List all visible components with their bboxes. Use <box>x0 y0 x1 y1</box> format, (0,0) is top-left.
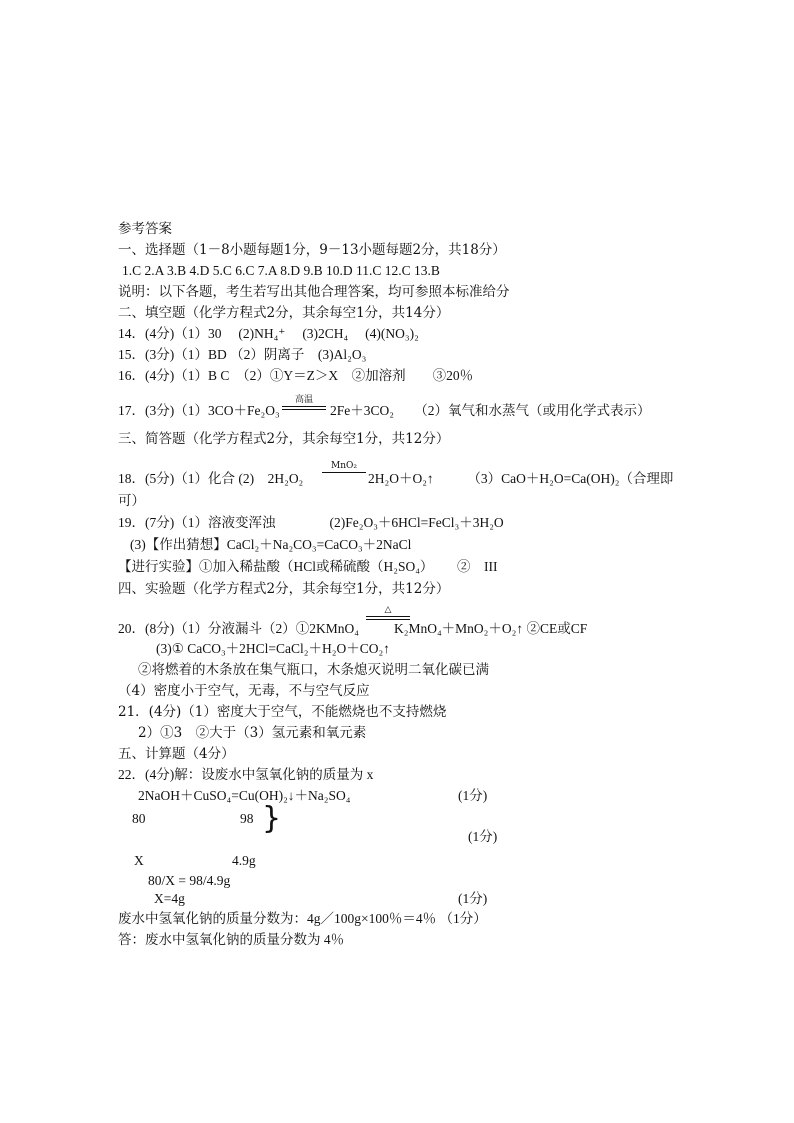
proportion-line: 80/X = 98/4.9g <box>148 873 231 888</box>
section-short-heading: 三、简答题（化学方程式2分，其余每空1分，共12分） <box>118 431 450 447</box>
known-mass: 4.9g <box>232 853 256 868</box>
answer-q14: 14．(4分)（1）30 (2)NH₄⁺ (3)2CH₄ (4)(NO₃)₂ <box>118 326 419 341</box>
section-exp-heading: 四、实验题（化学方程式2分，其余每空1分，共12分） <box>118 581 450 597</box>
answer-q19-2: (3)【作出猜想】CaCl₂＋Na₂CO₃=CaCO₃＋2NaCl <box>130 537 412 552</box>
reaction-condition-q18 <box>322 462 366 473</box>
answer-q20-3: (3)① CaCO₃＋2HCl=CaCl₂＋H₂O＋CO₂↑ <box>156 641 390 656</box>
answer-q20-4: ②将燃着的木条放在集气瓶口，木条熄灭说明二氧化碳已满 <box>138 662 489 678</box>
section-choice-heading: 一、选择题（1－8小题每题1分，9－13小题每题2分，共18分） <box>118 242 506 258</box>
condition-label: MnO₂ <box>331 461 357 471</box>
answer-q15: 15．(3分)（1）BD （2）阴离子 (3)Al₂O₃ <box>118 347 367 362</box>
answer-q20-left: 20．(8分)（1）分液漏斗（2）①2KMnO₄ <box>118 621 359 636</box>
answer-q16: 16．(4分)（1）B C （2）①Y＝Z＞X ②加溶剂 ③20％ <box>118 368 474 383</box>
answer-q17-left: 17．(3分)（1）3CO＋Fe₂O₃ <box>118 403 280 418</box>
section-fill-heading: 二、填空题（化学方程式2分，其余每空1分，共14分） <box>118 305 450 321</box>
answer-q18-right: 2H₂O＋O₂↑ （3）CaO＋H₂O=Ca(OH)₂（合理即 <box>368 471 674 486</box>
molar-mass-naoh: 80 <box>132 811 146 826</box>
doc-title: 参考答案 <box>118 221 172 237</box>
result-line: X=4g <box>154 891 185 906</box>
grading-note: 说明：以下各题，考生若写出其他合理答案，均可参照本标准给分 <box>118 284 510 300</box>
answer-q18-wrap: 可） <box>118 493 145 509</box>
answer-q17-right: 2Fe＋3CO₂ （2）氧气和水蒸气（或用化学式表示） <box>330 403 651 418</box>
answer-q20-right: K₂MnO₄＋MnO₂＋O₂↑ ②CE或CF <box>394 621 588 636</box>
answer-q19-3: 【进行实验】①加入稀盐酸（HCl或稀硫酸（H₂SO₄） ② III <box>118 559 498 574</box>
score-mark-3: (1分) <box>458 891 488 906</box>
answer-q22-equation: 2NaOH＋CuSO₄=Cu(OH)₂↓＋Na₂SO₄ <box>138 788 351 803</box>
final-answer: 答：废水中氢氧化钠的质量分数为 4％ <box>118 932 345 947</box>
reaction-condition-q20 <box>366 606 410 620</box>
answer-q20-5: （4）密度小于空气，无毒，不与空气反应 <box>118 683 370 699</box>
condition-label: △ <box>384 605 392 615</box>
unknown-x: X <box>134 853 144 868</box>
choice-answers: 1.C 2.A 3.B 4.D 5.C 6.C 7.A 8.D 9.B 10.D 11.C 12.C 13.B <box>122 263 440 278</box>
score-mark-1: (1分) <box>458 788 488 803</box>
condition-label: 高温 <box>294 395 313 405</box>
answer-q21-1: 21．(4分)（1）密度大于空气，不能燃烧也不支持燃烧 <box>118 704 447 720</box>
brace-symbol: } <box>262 801 282 836</box>
mass-fraction-line: 废水中氢氧化钠的质量分数为：4g／100g×100％＝4％ （1分） <box>118 911 487 926</box>
answer-q22-intro: 22．(4分)解：设废水中氢氧化钠的质量为 x <box>118 767 374 782</box>
reaction-condition-q17 <box>282 396 326 410</box>
answer-q18-left: 18．(5分)（1）化合 (2) 2H₂O₂ <box>118 471 304 486</box>
answer-q21-2: 2）①3 ②大于（3）氢元素和氧元素 <box>138 725 367 741</box>
molar-mass-cuoh2: 98 <box>240 811 254 826</box>
answer-q19-1: 19．(7分)（1）溶液变浑浊 (2)Fe₂O₃＋6HCl=FeCl₃＋3H₂O <box>118 515 504 530</box>
score-mark-2: (1分) <box>468 829 498 844</box>
section-calc-heading: 五、计算题（4分） <box>118 746 235 762</box>
